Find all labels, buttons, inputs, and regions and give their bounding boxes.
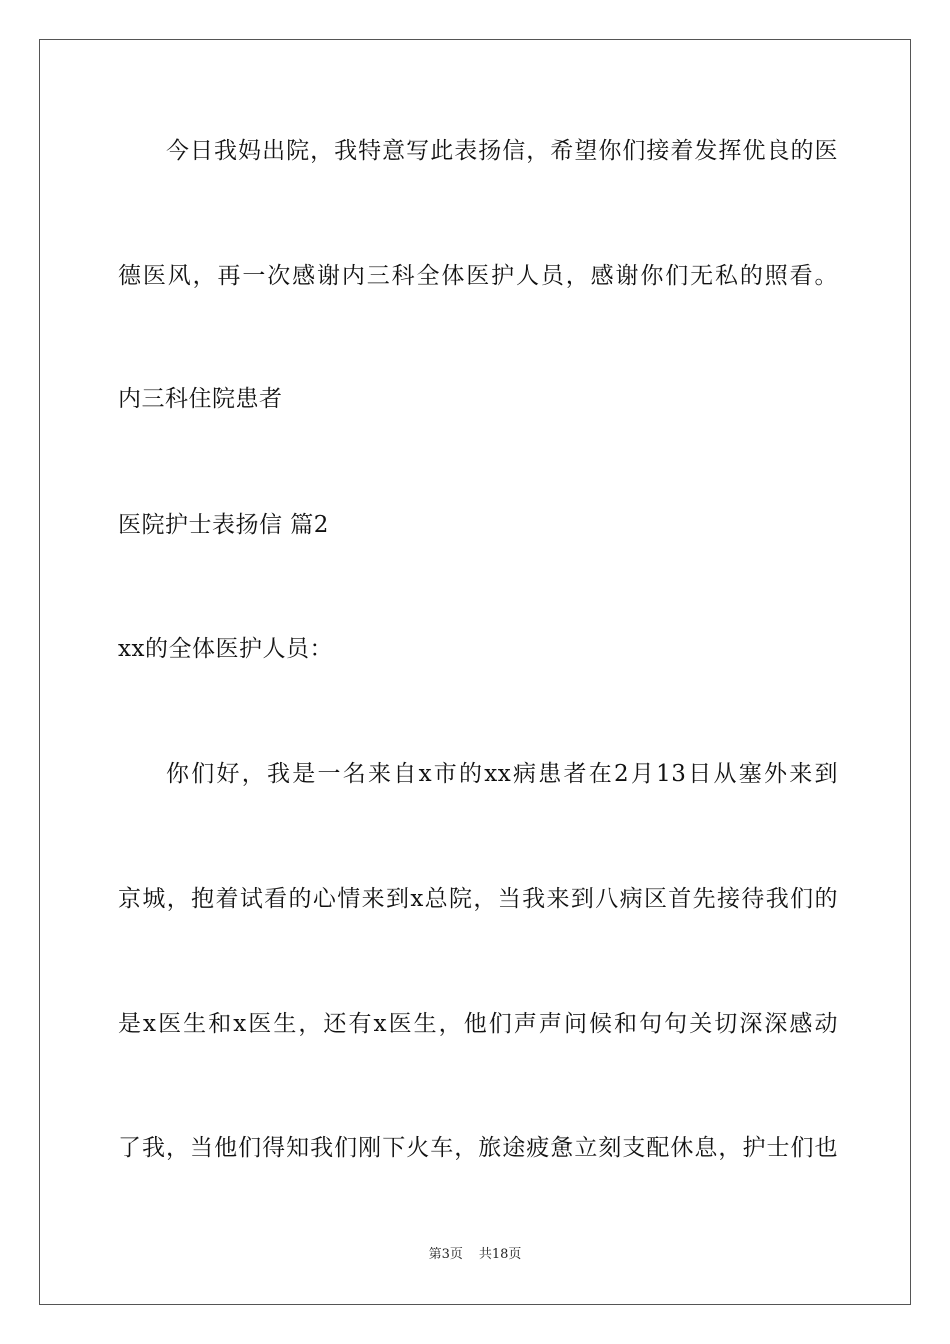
paragraph-line-3: 你们好，我是一名来自x市的xx病患者在2月13日从塞外来到 [166, 761, 838, 787]
page-footer [0, 1246, 950, 1264]
paragraph-line-4: 京城，抱着试看的心情来到x总院，当我来到八病区首先接待我们的 [118, 886, 838, 912]
paragraph-line-2: 德医风，再一次感谢内三科全体医护人员，感谢你们无私的照看。 [118, 263, 838, 289]
signature-line: 内三科住院患者 [118, 386, 283, 412]
salutation-line: xx的全体医护人员： [118, 636, 333, 662]
page-frame [39, 39, 911, 1305]
paragraph-line-6: 了我，当他们得知我们刚下火车，旅途疲惫立刻支配休息，护士们也 [118, 1135, 838, 1161]
section-heading: 医院护士表扬信 篇2 [118, 512, 329, 538]
page-number: 第3页 [428, 1247, 463, 1262]
page-total: 共18页 [478, 1247, 522, 1262]
paragraph-line-5: 是x医生和x医生，还有x医生，他们声声问候和句句关切深深感动 [118, 1011, 838, 1037]
paragraph-line-1: 今日我妈出院，我特意写此表扬信，希望你们接着发挥优良的医 [166, 138, 838, 164]
